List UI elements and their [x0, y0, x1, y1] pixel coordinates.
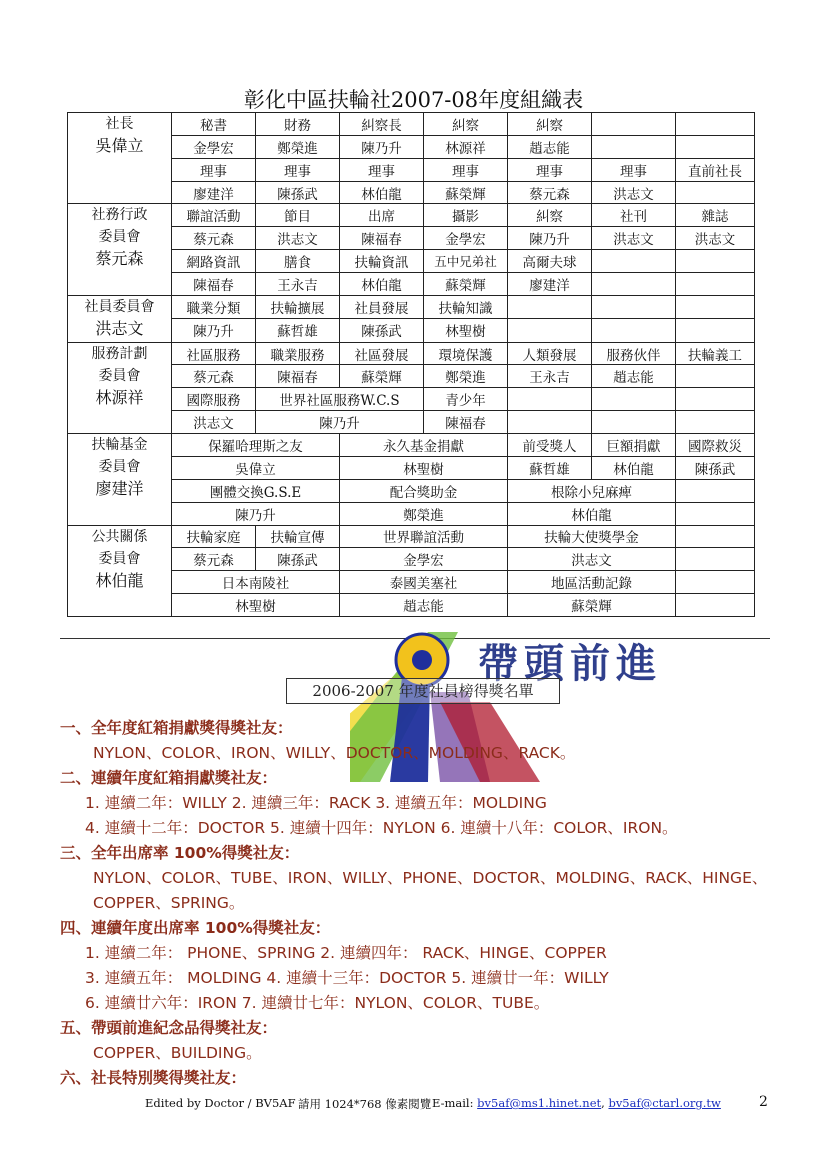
table-cell	[676, 594, 755, 617]
table-cell: 攝影	[424, 204, 508, 227]
table-cell: 蔡元森	[172, 365, 256, 388]
table-cell	[592, 250, 676, 273]
table-cell: 財務	[256, 113, 340, 136]
table-cell: 廖建洋	[508, 273, 592, 296]
table-cell	[676, 365, 755, 388]
table-cell: 洪志文	[592, 227, 676, 250]
table-cell: 永久基金捐獻	[340, 434, 508, 457]
table-cell: 王永吉	[256, 273, 340, 296]
table-cell	[676, 571, 755, 594]
awards-title: 2006-2007 年度社員榜得獎名單	[286, 678, 560, 704]
table-cell: 陳乃升	[172, 502, 340, 525]
table-cell: 環境保護	[424, 342, 508, 365]
table-cell: 洪志文	[172, 411, 256, 434]
resolution-note: 請用 1024*768 像素閱覽	[298, 1097, 432, 1111]
list-item: COPPER、SPRING。	[93, 894, 245, 912]
table-cell: 理事	[508, 158, 592, 181]
table-row	[68, 319, 755, 342]
table-cell: 扶輪擴展	[256, 295, 340, 318]
table-cell: 服務伙伴	[592, 342, 676, 365]
table-cell: 世界聯誼活動	[340, 525, 508, 548]
table-cell	[676, 250, 755, 273]
table-cell: 陳福春	[172, 273, 256, 296]
table-cell: 陳孫武	[340, 319, 424, 342]
table-cell: 糾察長	[340, 113, 424, 136]
table-row	[68, 227, 755, 250]
table-cell: 五中兄弟社	[424, 250, 508, 273]
table-cell: 地區活動記錄	[508, 571, 676, 594]
table-row	[68, 456, 755, 479]
section-heading: 六、社長特別獎得獎社友：	[60, 1069, 247, 1087]
table-cell	[508, 295, 592, 318]
table-cell	[592, 319, 676, 342]
president-cell: 社長 吳偉立	[68, 113, 172, 204]
table-cell: 職業服務	[256, 342, 340, 365]
table-cell: 陳乃升	[172, 319, 256, 342]
table-cell: 秘書	[172, 113, 256, 136]
table-cell: 社區服務	[172, 342, 256, 365]
email-link-2[interactable]: bv5af@ctarl.org.tw	[608, 1096, 721, 1110]
table-cell: 蘇哲雄	[256, 319, 340, 342]
table-cell: 金學宏	[424, 227, 508, 250]
table-cell: 洪志文	[508, 548, 676, 571]
table-cell	[508, 319, 592, 342]
table-cell	[508, 388, 592, 411]
table-row	[68, 571, 755, 594]
table-cell: 蔡元森	[508, 181, 592, 204]
table-cell: 蔡元森	[172, 548, 256, 571]
pr-committee-cell: 公共關係 委員會 林伯龍	[68, 525, 172, 617]
table-cell: 扶輪資訊	[340, 250, 424, 273]
table-cell: 洪志文	[592, 181, 676, 204]
section-heading: 四、連續年度出席率 100%得獎社友：	[60, 919, 331, 937]
slogan: 帶頭前進	[478, 641, 662, 687]
table-row	[68, 158, 755, 181]
table-cell: 泰國美塞社	[340, 571, 508, 594]
table-cell	[676, 135, 755, 158]
table-cell: 趙志能	[592, 365, 676, 388]
table-row	[68, 135, 755, 158]
table-cell	[592, 113, 676, 136]
table-cell: 陳孫武	[256, 181, 340, 204]
table-row	[68, 204, 755, 227]
email-link-1[interactable]: bv5af@ms1.hinet.net	[477, 1096, 602, 1110]
awards-list	[60, 716, 780, 1091]
table-cell	[592, 135, 676, 158]
table-cell: 出席	[340, 204, 424, 227]
table-cell: 陳福春	[256, 365, 340, 388]
table-cell: 蘇榮輝	[424, 273, 508, 296]
table-cell	[676, 411, 755, 434]
table-row	[68, 411, 755, 434]
table-cell: 網路資訊	[172, 250, 256, 273]
table-cell	[676, 273, 755, 296]
table-row	[68, 342, 755, 365]
table-cell: 日本南陵社	[172, 571, 340, 594]
table-row	[68, 388, 755, 411]
list-item: 1. 連續二年： PHONE、SPRING 2. 連續四年： RACK、HINGE、COPPER	[85, 944, 607, 962]
table-cell: 蘇榮輝	[508, 594, 676, 617]
table-cell: 人類發展	[508, 342, 592, 365]
list-item: NYLON、COLOR、TUBE、IRON、WILLY、PHONE、DOCTOR、MOLDING、RACK、HINGE、	[93, 869, 768, 887]
table-cell: 理事	[592, 158, 676, 181]
table-cell: 扶輪家庭	[172, 525, 256, 548]
table-cell: 社員發展	[340, 295, 424, 318]
table-cell: 趙志能	[508, 135, 592, 158]
table-cell: 洪志文	[676, 227, 755, 250]
table-cell: 社刊	[592, 204, 676, 227]
table-cell: 雜誌	[676, 204, 755, 227]
table-cell	[676, 113, 755, 136]
list-item: 3. 連續五年： MOLDING 4. 連續十三年：DOCTOR 5. 連續廿一年：WILLY	[85, 969, 609, 987]
table-cell: 陳孫武	[256, 548, 340, 571]
table-cell: 巨額捐獻	[592, 434, 676, 457]
table-cell: 趙志能	[340, 594, 508, 617]
section-heading: 五、帶頭前進紀念品得獎社友：	[60, 1019, 278, 1037]
table-cell: 林聖樹	[340, 456, 508, 479]
table-row	[68, 502, 755, 525]
table-cell	[592, 273, 676, 296]
table-cell	[592, 388, 676, 411]
table-cell: 洪志文	[256, 227, 340, 250]
table-row	[68, 594, 755, 617]
table-cell: 王永吉	[508, 365, 592, 388]
table-cell: 國際服務	[172, 388, 256, 411]
table-cell: 扶輪宣傳	[256, 525, 340, 548]
table-cell: 配合獎助金	[340, 479, 508, 502]
table-cell: 理事	[340, 158, 424, 181]
table-cell: 蘇哲雄	[508, 456, 592, 479]
list-item: 1. 連續二年：WILLY 2. 連續三年：RACK 3. 連續五年：MOLDING	[85, 794, 547, 812]
table-cell: 根除小兒麻痺	[508, 479, 676, 502]
section-heading: 一、全年度紅箱捐獻獎得獎社友：	[60, 719, 293, 737]
table-cell: 林伯龍	[508, 502, 676, 525]
table-cell: 林源祥	[424, 135, 508, 158]
table-cell: 鄭榮進	[256, 135, 340, 158]
table-cell: 扶輪大使獎學金	[508, 525, 676, 548]
table-row	[68, 365, 755, 388]
table-cell: 團體交換G.S.E	[172, 479, 340, 502]
table-cell: 鄭榮進	[340, 502, 508, 525]
table-row	[68, 295, 755, 318]
table-cell: 金學宏	[172, 135, 256, 158]
table-cell	[508, 411, 592, 434]
table-cell: 陳乃升	[508, 227, 592, 250]
table-cell: 林聖樹	[172, 594, 340, 617]
table-cell: 理事	[424, 158, 508, 181]
table-cell: 青少年	[424, 388, 508, 411]
table-cell: 保羅哈理斯之友	[172, 434, 340, 457]
table-row	[68, 250, 755, 273]
table-cell: 蘇榮輝	[340, 365, 424, 388]
list-item: NYLON、COLOR、IRON、WILLY、DOCTOR、MOLDING、RACK。	[93, 744, 576, 762]
table-cell: 扶輪知識	[424, 295, 508, 318]
membership-committee-cell: 社員委員會 洪志文	[68, 295, 172, 342]
table-cell: 糾察	[424, 113, 508, 136]
table-cell: 陳乃升	[256, 411, 424, 434]
section-heading: 三、全年出席率 100%得獎社友：	[60, 844, 300, 862]
table-cell: 理事	[172, 158, 256, 181]
table-cell: 聯誼活動	[172, 204, 256, 227]
table-cell: 陳福春	[424, 411, 508, 434]
table-cell: 高爾夫球	[508, 250, 592, 273]
table-cell	[676, 525, 755, 548]
table-cell	[676, 181, 755, 204]
table-cell: 國際救災	[676, 434, 755, 457]
table-cell	[592, 295, 676, 318]
service-committee-cell: 服務計劃 委員會 林源祥	[68, 342, 172, 433]
table-cell: 林伯龍	[340, 273, 424, 296]
table-cell: 糾察	[508, 113, 592, 136]
table-cell	[592, 411, 676, 434]
list-item: COPPER、BUILDING。	[93, 1044, 262, 1062]
page-number: 2	[759, 1094, 768, 1110]
table-cell: 膳食	[256, 250, 340, 273]
table-row	[68, 273, 755, 296]
admin-committee-cell: 社務行政 委員會 蔡元森	[68, 204, 172, 295]
table-cell: 蘇榮輝	[424, 181, 508, 204]
table-cell: 廖建洋	[172, 181, 256, 204]
table-cell: 鄭榮進	[424, 365, 508, 388]
table-cell: 林伯龍	[592, 456, 676, 479]
table-cell	[676, 295, 755, 318]
table-cell: 扶輪義工	[676, 342, 755, 365]
table-cell: 理事	[256, 158, 340, 181]
list-item: 4. 連續十二年：DOCTOR 5. 連續十四年：NYLON 6. 連續十八年：COLOR、IRON。	[85, 819, 678, 837]
table-row	[68, 113, 755, 136]
list-item: 6. 連續廿六年：IRON 7. 連續廿七年：NYLON、COLOR、TUBE。	[85, 994, 550, 1012]
table-cell	[676, 388, 755, 411]
table-cell	[676, 548, 755, 571]
table-cell: 陳福春	[340, 227, 424, 250]
table-row	[68, 479, 755, 502]
table-row	[68, 548, 755, 571]
section-heading: 二、連續年度紅箱捐獻獎社友：	[60, 769, 278, 787]
table-cell: 陳乃升	[340, 135, 424, 158]
email-line: E-mail: bv5af@ms1.hinet.net, bv5af@ctarl.org.tw	[432, 1096, 721, 1110]
table-cell: 前受獎人	[508, 434, 592, 457]
table-cell	[676, 479, 755, 502]
table-cell: 糾察	[508, 204, 592, 227]
foundation-committee-cell: 扶輪基金 委員會 廖建洋	[68, 434, 172, 525]
table-cell: 職業分類	[172, 295, 256, 318]
table-cell: 吳偉立	[172, 456, 340, 479]
page-title: 彰化中區扶輪社2007-08年度組織表	[243, 88, 584, 112]
table-cell: 社區發展	[340, 342, 424, 365]
table-cell: 蔡元森	[172, 227, 256, 250]
table-cell: 直前社長	[676, 158, 755, 181]
table-row	[68, 434, 755, 457]
table-cell: 金學宏	[340, 548, 508, 571]
table-cell: 林聖樹	[424, 319, 508, 342]
organization-table	[67, 112, 755, 617]
table-row	[68, 525, 755, 548]
editor-credit: Edited by Doctor / BV5AF	[145, 1096, 296, 1110]
table-cell: 節目	[256, 204, 340, 227]
table-cell	[676, 319, 755, 342]
table-cell	[676, 502, 755, 525]
table-row	[68, 181, 755, 204]
table-cell: 世界社區服務W.C.S	[256, 388, 424, 411]
table-cell: 陳孫武	[676, 456, 755, 479]
table-cell: 林伯龍	[340, 181, 424, 204]
